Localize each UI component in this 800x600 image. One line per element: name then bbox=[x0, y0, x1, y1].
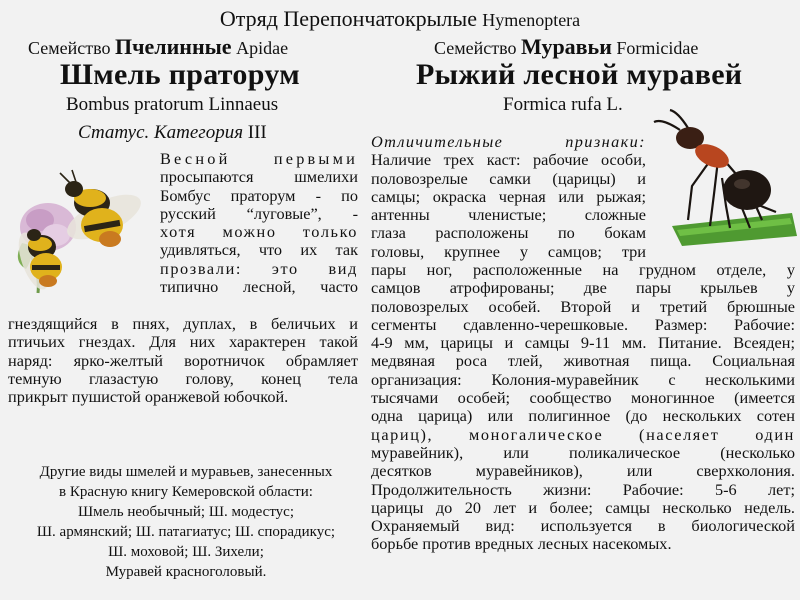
order-heading bbox=[0, 6, 800, 32]
text-line: Наличие трех каст: рабочие особи, bbox=[371, 150, 646, 170]
text-line: Весной первыми bbox=[160, 149, 358, 168]
bee-description-part-1 bbox=[160, 150, 358, 296]
bee-status-label: Статус. Категория bbox=[78, 122, 244, 143]
bee-large bbox=[60, 170, 147, 248]
text-line: головы, крупнее у самцов; три bbox=[371, 241, 646, 261]
text-line: тысячами особей; сообщество моногинное (имеется bbox=[371, 388, 795, 408]
text-line: Отличительные признаки: bbox=[371, 132, 646, 151]
text-line: наряд: ярко-желтый воротничок обрамляет bbox=[8, 350, 358, 370]
ant-description-part-1 bbox=[371, 133, 646, 261]
ant-body bbox=[654, 110, 776, 228]
bee-description-part-2 bbox=[8, 315, 358, 406]
text-line: борьбе против вредных лесных насекомых. bbox=[371, 534, 672, 554]
family-left-label: Семейство bbox=[28, 38, 111, 58]
list-item: в Красную книгу Кемеровской области: bbox=[59, 484, 313, 500]
text-line: царицы до 20 лет и более; самцы несколько недель. bbox=[371, 497, 795, 517]
bee-latin-name: Bombus pratorum Linnaeus bbox=[66, 94, 279, 115]
text-line: хотя можно только bbox=[160, 222, 358, 242]
text-line: половозрелые самки (царицы) и bbox=[371, 168, 646, 188]
family-right-lat: Formicidae bbox=[616, 38, 699, 58]
bee-status-value: III bbox=[247, 122, 267, 143]
list-item: Шмель необычный; Ш. модестус; bbox=[77, 504, 295, 520]
text-line: Бомбус праторум - по bbox=[160, 185, 358, 205]
family-right-name: Муравьи bbox=[520, 34, 612, 59]
list-item: Муравей красноголовый. bbox=[105, 564, 267, 580]
bee-title: Шмель праторум bbox=[60, 58, 300, 91]
text-line: темную глазастую голову, конец тела bbox=[8, 368, 358, 388]
list-item: Ш. армянский; Ш. патагиатус; Ш. спорадикус; bbox=[36, 524, 336, 540]
order-name-lat: Hymenoptera bbox=[482, 10, 581, 30]
text-line: муравейник), или поликалическое (несколько bbox=[371, 442, 795, 462]
family-right-label: Семейство bbox=[434, 38, 517, 58]
text-line: глаза расположены по бокам bbox=[371, 223, 646, 243]
bumblebee-illustration bbox=[10, 165, 160, 295]
text-line: цариц), моногалическое (населяет один bbox=[371, 424, 795, 444]
ant-abdomen bbox=[723, 170, 771, 210]
text-line: самцов атрофированы; две пары крыльев у bbox=[371, 278, 795, 298]
text-line: прикрыт пушистой оранжевой юбочкой. bbox=[8, 387, 289, 407]
text-line: Охраняемый вид: используется в биологической bbox=[371, 516, 795, 536]
text-line: типично лесной, часто bbox=[160, 277, 358, 297]
family-left-lat: Apidae bbox=[236, 38, 289, 58]
text-line: половозрелых особей. Второй и третий брюшные bbox=[371, 296, 795, 316]
text-line: прозвали: это вид bbox=[160, 258, 358, 278]
text-line: 4-9 мм, царицы и самцы 9-11 мм. Питание. Всеяден; bbox=[371, 333, 795, 353]
ant-description-part-2 bbox=[371, 261, 795, 554]
text-line: сегменты сдавленно-черешковые. Размер: Рабочие: bbox=[371, 314, 795, 334]
other-species-list bbox=[6, 462, 366, 582]
text-line: организация: Колония-муравейник с несколькими bbox=[371, 369, 795, 389]
text-line: удивляться, что их так bbox=[160, 240, 358, 260]
bee-status bbox=[78, 122, 267, 144]
text-line: одна царица) или полигинное (до нескольких сотен bbox=[371, 406, 795, 426]
family-right bbox=[434, 34, 698, 60]
ant-latin-name: Formica rufa L. bbox=[503, 94, 623, 115]
text-line: медвяная роса тлей, животная пища. Социальная bbox=[371, 351, 795, 371]
text-line: самцы; окраска черная или рыжая; bbox=[371, 186, 646, 206]
text-line: десятков муравейников), или сверхколония. bbox=[371, 461, 795, 481]
list-item: Ш. моховой; Ш. Зихели; bbox=[108, 544, 264, 560]
family-left bbox=[28, 34, 288, 60]
wood-ant-illustration bbox=[652, 108, 797, 248]
text-line: пары ног, расположенные на грудном отделе, у bbox=[371, 260, 795, 279]
text-line: просыпаются шмелихи bbox=[160, 167, 358, 187]
text-line: птичьих гнездах. Для них характерен такой bbox=[8, 332, 358, 352]
order-name-ru: Отряд Перепончатокрылые bbox=[219, 6, 477, 31]
text-line: Продолжительность жизни: Рабочие: 5-6 лет; bbox=[371, 479, 795, 499]
list-item: Другие виды шмелей и муравьев, занесенных bbox=[39, 464, 333, 480]
text-line: гнездящийся в пнях, дуплах, в беличьих и bbox=[8, 314, 358, 333]
text-line: антенны членистые; сложные bbox=[371, 205, 646, 225]
text-line: русский “луговые”, - bbox=[160, 203, 358, 223]
family-left-name: Пчелинные bbox=[114, 34, 232, 59]
ant-title: Рыжий лесной муравей bbox=[416, 58, 743, 91]
